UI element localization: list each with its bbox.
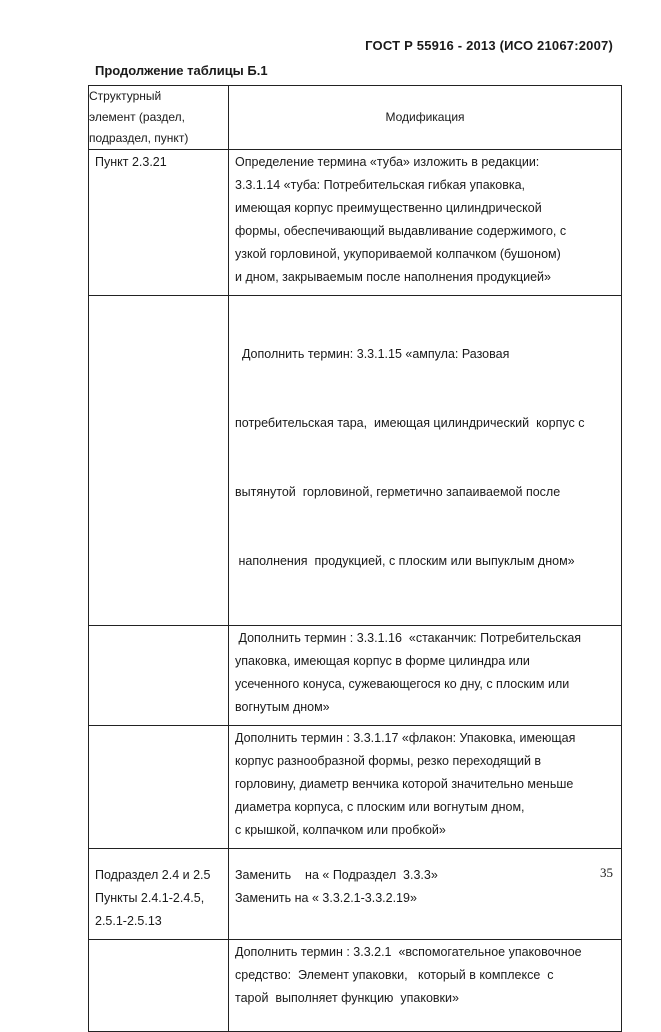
- row-element-cell: [89, 626, 229, 726]
- modification-table: [88, 85, 622, 1032]
- modification-line: узкой горловиной, укупориваемой колпачком (бушоном): [235, 247, 561, 261]
- row-modification-cell: [229, 726, 622, 849]
- modification-line: Дополнить термин : 3.3.1.16 «стаканчик: Потребительская: [235, 631, 582, 645]
- table-row: [89, 726, 622, 849]
- modification-line: 3.3.1.14 «туба: Потребительская гибкая упаковка,: [235, 178, 526, 192]
- modification-line: средство: Элемент упаковки, который в комплексе с: [235, 968, 554, 982]
- document-standard-header: ГОСТ Р 55916 - 2013 (ИСО 21067:2007): [365, 38, 613, 53]
- modification-line: вогнутым дном»: [235, 700, 330, 714]
- modification-line: формы, обеспечивающий выдавливание содержимого, с: [235, 224, 567, 238]
- row-modification-cell: [229, 150, 622, 296]
- table-header-row: [89, 86, 622, 150]
- row-modification-cell: [229, 940, 622, 1032]
- modification-line: Дополнить термин : 3.3.1.17 «флакон: Упаковка, имеющая: [235, 731, 576, 745]
- modification-line: усеченного конуса, сужевающегося ко дну, с плоским или: [235, 677, 570, 691]
- row-modification-cell: [229, 626, 622, 726]
- row-modification-cell: [229, 296, 622, 626]
- row-element-cell: [89, 296, 229, 626]
- table-caption: Продолжение таблицы Б.1: [95, 63, 268, 78]
- modification-line: Заменить на « Подраздел 3.3.3»: [235, 868, 438, 882]
- element-line: Пункт 2.3.21: [95, 155, 167, 169]
- header-modification: Модификация: [229, 86, 622, 150]
- modification-line: Дополнить термин : 3.3.2.1 «вспомогательное упаковочное: [235, 945, 582, 959]
- modification-line: вытянутой горловиной, герметично запаиваемой после: [235, 485, 561, 499]
- modification-line: тарой выполняет функцию упаковки»: [235, 991, 459, 1005]
- modification-line: диаметра корпуса, с плоским или вогнутым дном,: [235, 800, 525, 814]
- modification-line: наполнения продукцией, с плоским или выпуклым дном»: [235, 554, 575, 568]
- table-row: [89, 296, 622, 626]
- modification-line: упаковка, имеющая корпус в форме цилиндра или: [235, 654, 530, 668]
- header-col1-line: элемент (раздел,: [89, 110, 185, 124]
- header-col1-line: Структурный: [89, 89, 162, 103]
- table-row: [89, 626, 622, 726]
- row-modification-cell: [229, 849, 622, 940]
- modification-line: Дополнить термин: 3.3.1.15 «ампула: Разовая: [235, 347, 510, 361]
- row-element-cell: [89, 849, 229, 940]
- table-row: [89, 940, 622, 1032]
- modification-line: и дном, закрываемым после наполнения продукцией»: [235, 270, 551, 284]
- page-number: 35: [600, 865, 613, 880]
- modification-line: с крышкой, колпачком или пробкой»: [235, 823, 446, 837]
- row-element-cell: [89, 150, 229, 296]
- row-element-cell: [89, 726, 229, 849]
- element-line: Подраздел 2.4 и 2.5: [95, 868, 211, 882]
- modification-line: корпус разнообразной формы, резко переходящий в: [235, 754, 542, 768]
- modification-line: потребительская тара, имеющая цилиндрический корпус с: [235, 416, 585, 430]
- modification-line: имеющая корпус преимущественно цилиндрической: [235, 201, 542, 215]
- modification-line: Определение термина «туба» изложить в редакции:: [235, 155, 540, 169]
- table-row: [89, 150, 622, 296]
- modification-line: Заменить на « 3.3.2.1-3.3.2.19»: [235, 891, 417, 905]
- row-element-cell: [89, 940, 229, 1032]
- table-row: [89, 849, 622, 940]
- element-line: Пункты 2.4.1-2.4.5,: [95, 891, 205, 905]
- header-col1-line: подраздел, пункт): [89, 131, 189, 145]
- header-structural-element: [89, 86, 229, 150]
- modification-line: горловину, диаметр венчика которой значительно меньше: [235, 777, 574, 791]
- element-line: 2.5.1-2.5.13: [95, 914, 162, 928]
